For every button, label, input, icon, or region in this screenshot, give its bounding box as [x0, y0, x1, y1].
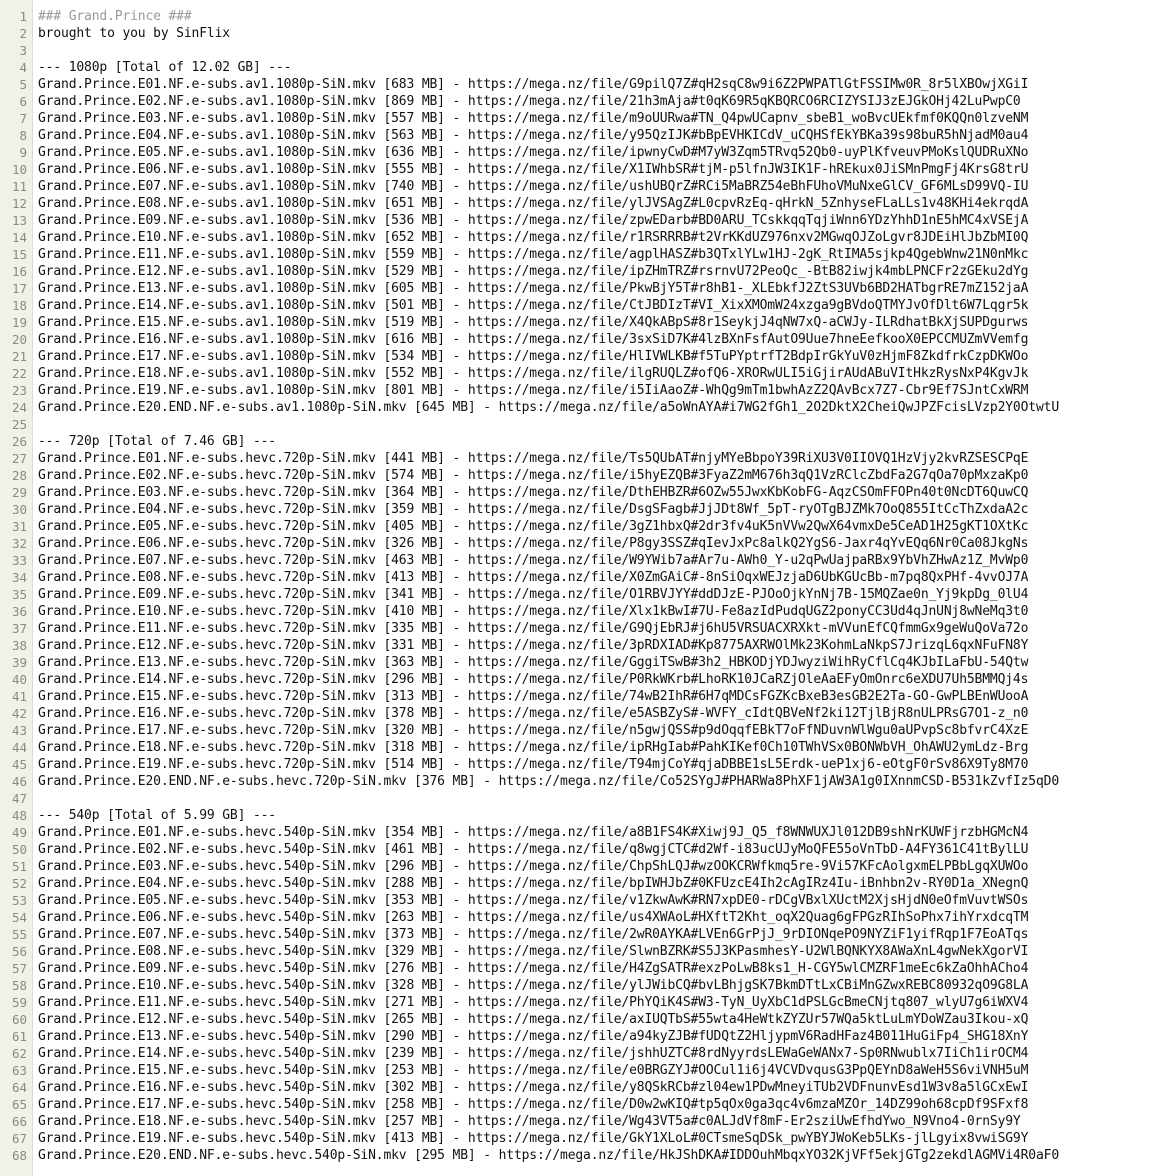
editor-line[interactable] — [0, 365, 1165, 382]
line-text[interactable]: Grand.Prince.E05.NF.e-subs.hevc.540p-SiN.mkv [353 MB] - https://mega.nz/file/v1ZkwAwK#RN7xpDE0-rDCgVBxlXUctM2XjsHjdN0eOfmVuvtWSOs — [38, 893, 1029, 908]
editor-line[interactable] — [0, 807, 1165, 824]
line-number: 26 — [11, 434, 27, 449]
line-text[interactable]: Grand.Prince.E06.NF.e-subs.hevc.540p-SiN.mkv [263 MB] - https://mega.nz/file/us4XWAoL#HXftT2Kht_oqX2Quag6gFPGzRIhSoPhx7ihYrxdcqTM — [38, 910, 1029, 925]
editor-line[interactable] — [0, 246, 1165, 263]
editor-line[interactable] — [0, 841, 1165, 858]
line-text[interactable]: Grand.Prince.E15.NF.e-subs.hevc.540p-SiN.mkv [253 MB] - https://mega.nz/file/e0BRGZYJ#OOCul1i6j4VCVDvqusG3PpQEYnD8aWeH5S6viVNH5uM — [38, 1063, 1029, 1078]
line-text[interactable]: Grand.Prince.E01.NF.e-subs.hevc.720p-SiN.mkv [441 MB] - https://mega.nz/file/Ts5QUbAT#njyMYeBbpoY39RiXU3V0IIOVQ1HzVjy2kvRZSESCPqE — [38, 451, 1029, 466]
line-number: 37 — [11, 621, 27, 636]
editor-line[interactable] — [0, 1062, 1165, 1079]
line-number: 46 — [11, 774, 27, 789]
line-number: 5 — [19, 77, 27, 92]
line-number: 29 — [11, 485, 27, 500]
line-text[interactable]: brought to you by SinFlix — [38, 26, 230, 41]
editor-line[interactable] — [0, 59, 1165, 76]
editor-line[interactable] — [0, 382, 1165, 399]
editor-line[interactable] — [0, 297, 1165, 314]
line-text[interactable]: Grand.Prince.E20.END.NF.e-subs.av1.1080p-SiN.mkv [645 MB] - https://mega.nz/file/a5oWnAYA#i7WG2fGh1_2O2DktX2CheiQwJPZFcisLVzp2Y0OtwtU — [38, 400, 1059, 415]
line-number: 25 — [11, 417, 27, 432]
editor-line[interactable] — [0, 450, 1165, 467]
line-number: 8 — [19, 128, 27, 143]
line-number: 51 — [11, 859, 27, 874]
line-number: 50 — [11, 842, 27, 857]
line-number: 16 — [11, 264, 27, 279]
line-number: 52 — [11, 876, 27, 891]
editor-line[interactable] — [0, 1045, 1165, 1062]
line-text[interactable]: Grand.Prince.E12.NF.e-subs.hevc.720p-SiN.mkv [331 MB] - https://mega.nz/file/3pRDXIAD#Kp8775AXRWOlMk23KohmLaNkpS7JrizqL6qxNFuFN8Y — [38, 638, 1029, 653]
line-text[interactable]: Grand.Prince.E14.NF.e-subs.av1.1080p-SiN.mkv [501 MB] - https://mega.nz/file/CtJBDIzT#VI_XixXMOmW24xzga9gBVdoQTMYJvOfDlt6W7Lqgr5k — [38, 298, 1029, 313]
line-number: 38 — [11, 638, 27, 653]
editor-line[interactable] — [0, 144, 1165, 161]
line-number: 34 — [11, 570, 27, 585]
line-number: 59 — [11, 995, 27, 1010]
line-text[interactable]: Grand.Prince.E16.NF.e-subs.av1.1080p-SiN.mkv [616 MB] - https://mega.nz/file/3sxSiD7K#4lzBXnFsfAutO9Uue7hneEefkooX0EPCCMUZmVVemfg — [38, 332, 1029, 347]
line-text[interactable]: Grand.Prince.E04.NF.e-subs.hevc.720p-SiN.mkv [359 MB] - https://mega.nz/file/DsgSFagb#JjJDt8Wf_5pT-ryOTgBJZMk7OoQ855ItCcThZxdaA2c — [38, 502, 1029, 517]
editor-line[interactable] — [0, 212, 1165, 229]
line-number: 40 — [11, 672, 27, 687]
line-text[interactable]: Grand.Prince.E03.NF.e-subs.hevc.540p-SiN.mkv [296 MB] - https://mega.nz/file/ChpShLQJ#wzOOKCRWfkmq5re-9Vi57KFcAolgxmELPBbLgqXUWOo — [38, 859, 1029, 874]
line-text[interactable]: Grand.Prince.E07.NF.e-subs.hevc.720p-SiN.mkv [463 MB] - https://mega.nz/file/W9YWib7a#Ar7u-AWh0_Y-u2qPwUajpaRBx9YbVhZHwAz1Z_MvWp0 — [38, 553, 1029, 568]
editor-line[interactable] — [0, 790, 1165, 807]
line-number: 44 — [11, 740, 27, 755]
line-number: 56 — [11, 944, 27, 959]
line-text[interactable]: Grand.Prince.E14.NF.e-subs.hevc.720p-SiN.mkv [296 MB] - https://mega.nz/file/P0RkWKrb#LhoRK10JCaRZjOleAaEFyOmOnrc6eXDU7Uh5BMMQj4s — [38, 672, 1029, 687]
line-text[interactable]: Grand.Prince.E13.NF.e-subs.av1.1080p-SiN.mkv [605 MB] - https://mega.nz/file/PkwBjY5T#r8hB1-_XLEbkfJ2ZtS3UVb6BD2HATbgrRE7mZ152jaA — [38, 281, 1029, 296]
line-text[interactable]: Grand.Prince.E09.NF.e-subs.hevc.720p-SiN.mkv [341 MB] - https://mega.nz/file/O1RBVJYY#ddDJzE-PJOoOjkYnNj7B-15MQZae0n_Yj9kpDg_0lU4 — [38, 587, 1029, 602]
editor-line[interactable] — [0, 535, 1165, 552]
line-text[interactable]: Grand.Prince.E07.NF.e-subs.av1.1080p-SiN.mkv [740 MB] - https://mega.nz/file/ushUBQrZ#RCi5MaBRZ54eBhFUhoVMuNxeGlCV_GF6MLsD99VQ-IU — [38, 179, 1029, 194]
editor-line[interactable] — [0, 756, 1165, 773]
line-text[interactable]: Grand.Prince.E14.NF.e-subs.hevc.540p-SiN.mkv [239 MB] - https://mega.nz/file/jshhUZTC#8rdNyyrdsLEWaGeWANx7-Sp0RNwublx7IiCh1irOCM4 — [38, 1046, 1029, 1061]
line-number: 58 — [11, 978, 27, 993]
editor-line[interactable] — [0, 110, 1165, 127]
editor-line[interactable] — [0, 739, 1165, 756]
line-number: 33 — [11, 553, 27, 568]
line-text[interactable]: --- 540p [Total of 5.99 GB] --- — [38, 808, 276, 823]
line-number: 4 — [19, 60, 27, 75]
line-text[interactable]: Grand.Prince.E01.NF.e-subs.av1.1080p-SiN.mkv [683 MB] - https://mega.nz/file/G9pilQ7Z#qH2sqC8w9i6Z2PWPATlGtFSSIMw0R_8r5lXBOwjXGiI — [38, 77, 1029, 92]
line-number: 63 — [11, 1063, 27, 1078]
editor-line[interactable] — [0, 637, 1165, 654]
line-text[interactable]: Grand.Prince.E06.NF.e-subs.av1.1080p-SiN.mkv [555 MB] - https://mega.nz/file/X1IWhbSR#tjM-p5lfnJW3IK1F-hREkux0JiSMnPmgFj4KrsG8trU — [38, 162, 1029, 177]
line-number: 60 — [11, 1012, 27, 1027]
editor-line[interactable] — [0, 603, 1165, 620]
line-text[interactable]: Grand.Prince.E03.NF.e-subs.hevc.720p-SiN.mkv [364 MB] - https://mega.nz/file/DthEHBZR#6OZw55JwxKbKobFG-AqzCSOmFFOPn40t0NcDT6QuwCQ — [38, 485, 1029, 500]
line-number: 27 — [11, 451, 27, 466]
editor-line[interactable] — [0, 416, 1165, 433]
line-text[interactable]: Grand.Prince.E09.NF.e-subs.av1.1080p-SiN.mkv [536 MB] - https://mega.nz/file/zpwEDarb#BD0ARU_TCskkqqTqjiWnn6YDzYhhD1nE5hMC4xVSEjA — [38, 213, 1029, 228]
line-number: 62 — [11, 1046, 27, 1061]
line-number: 43 — [11, 723, 27, 738]
line-text[interactable]: Grand.Prince.E11.NF.e-subs.hevc.540p-SiN.mkv [271 MB] - https://mega.nz/file/PhYQiK4S#W3-TyN_UyXbC1dPSLGcBmeCNjtq807_wlyU7g6iWXV4 — [38, 995, 1029, 1010]
line-text[interactable]: Grand.Prince.E10.NF.e-subs.hevc.720p-SiN.mkv [410 MB] - https://mega.nz/file/Xlx1kBwI#7U-Fe8azIdPudqUGZ2ponyCC3Ud4qJnUNj8wNeMq3t0 — [38, 604, 1029, 619]
editor-line[interactable] — [0, 399, 1165, 416]
line-text[interactable]: Grand.Prince.E09.NF.e-subs.hevc.540p-SiN.mkv [276 MB] - https://mega.nz/file/H4ZgSATR#exzPoLwB8ks1_H-CGY5wlCMZRF1meEc6kZaOhhACho4 — [38, 961, 1029, 976]
line-text[interactable]: Grand.Prince.E12.NF.e-subs.hevc.540p-SiN.mkv [265 MB] - https://mega.nz/file/axIUQTbS#55wta4HeWtkZYZUr57WQa5ktLuLmYDoWZau3Ikou-xQ — [38, 1012, 1029, 1027]
editor-line[interactable] — [0, 8, 1165, 25]
editor-line[interactable] — [0, 195, 1165, 212]
line-text[interactable]: ### Grand.Prince ### — [38, 9, 192, 24]
line-text[interactable]: Grand.Prince.E08.NF.e-subs.hevc.720p-SiN.mkv [413 MB] - https://mega.nz/file/X0ZmGAiC#-8nSiOqxWEJzjaD6UbKGUcBb-m7pq8QxPHf-4vvOJ7A — [38, 570, 1029, 585]
line-text[interactable]: Grand.Prince.E13.NF.e-subs.hevc.720p-SiN.mkv [363 MB] - https://mega.nz/file/GggiTSwB#3h2_HBKODjYDJwyziWihRyCflCq4KJbILaFbU-54Qtw — [38, 655, 1029, 670]
editor-line[interactable] — [0, 1079, 1165, 1096]
editor-line[interactable] — [0, 722, 1165, 739]
line-number: 30 — [11, 502, 27, 517]
line-text[interactable]: Grand.Prince.E19.NF.e-subs.av1.1080p-SiN.mkv [801 MB] - https://mega.nz/file/i5IiAaoZ#-WhQg9mTm1bwhAzZ2QAvBcx7Z7-Cbr9Ef7SJntCxWRM — [38, 383, 1029, 398]
editor-line[interactable] — [0, 1113, 1165, 1130]
line-text[interactable]: Grand.Prince.E16.NF.e-subs.hevc.540p-SiN.mkv [302 MB] - https://mega.nz/file/y8QSkRCb#zl04ew1PDwMneyiTUb2VDFnunvEsd1W3v8a5lGCxEwI — [38, 1080, 1029, 1095]
editor-line[interactable] — [0, 688, 1165, 705]
line-text[interactable]: Grand.Prince.E02.NF.e-subs.hevc.540p-SiN.mkv [461 MB] - https://mega.nz/file/q8wgjCTC#d2Wf-i83ucUJyMoQFE55oVnTbD-A4FY361C41tBylLU — [38, 842, 1029, 857]
line-number: 47 — [11, 791, 27, 806]
editor-line[interactable] — [0, 501, 1165, 518]
editor-line[interactable] — [0, 824, 1165, 841]
editor-line[interactable] — [0, 467, 1165, 484]
editor-line[interactable] — [0, 1147, 1165, 1164]
line-text[interactable]: Grand.Prince.E02.NF.e-subs.hevc.720p-SiN.mkv [574 MB] - https://mega.nz/file/i5hyEZQB#3FyaZ2mM676h3qQ1VzRClcZbdFa2G7qOa70pMxzaKp0 — [38, 468, 1029, 483]
line-text[interactable]: Grand.Prince.E05.NF.e-subs.hevc.720p-SiN.mkv [405 MB] - https://mega.nz/file/3gZ1hbxQ#2dr3fv4uK5nVVw2QwX64vmxDe5CeAD1H25gKT1OXtKc — [38, 519, 1029, 534]
line-number: 13 — [11, 213, 27, 228]
line-number: 32 — [11, 536, 27, 551]
line-text[interactable]: Grand.Prince.E15.NF.e-subs.hevc.720p-SiN.mkv [313 MB] - https://mega.nz/file/74wB2IhR#6H7qMDCsFGZKcBxeB3esGB2E2Ta-GO-GwPLBEnWUooA — [38, 689, 1029, 704]
line-text[interactable]: Grand.Prince.E16.NF.e-subs.hevc.720p-SiN.mkv [378 MB] - https://mega.nz/file/e5ASBZyS#-WVFY_cIdtQBVeNf2ki12TjlBjR8nULPRsG7O1-z_n0 — [38, 706, 1029, 721]
line-number: 18 — [11, 298, 27, 313]
editor-line[interactable] — [0, 875, 1165, 892]
line-number: 66 — [11, 1114, 27, 1129]
editor-line[interactable] — [0, 1096, 1165, 1113]
line-number: 20 — [11, 332, 27, 347]
editor-line[interactable] — [0, 263, 1165, 280]
line-number: 19 — [11, 315, 27, 330]
editor-line[interactable] — [0, 280, 1165, 297]
editor-line[interactable] — [0, 178, 1165, 195]
editor-line[interactable] — [0, 433, 1165, 450]
line-text[interactable]: Grand.Prince.E17.NF.e-subs.hevc.540p-SiN.mkv [258 MB] - https://mega.nz/file/D0w2wKIQ#tp5qOx0ga3qc4v6mzaMZOr_14DZ99oh68cpDf9SFxf8 — [38, 1097, 1029, 1112]
line-number: 31 — [11, 519, 27, 534]
line-number: 28 — [11, 468, 27, 483]
editor-line[interactable] — [0, 1028, 1165, 1045]
editor-line[interactable] — [0, 773, 1165, 790]
line-number: 35 — [11, 587, 27, 602]
line-text[interactable]: Grand.Prince.E17.NF.e-subs.hevc.720p-SiN.mkv [320 MB] - https://mega.nz/file/n5gwjQSS#p9dOqqfEBkT7oFfNDuvnWlWgu0aUPvpSc8bfvrC4XzE — [38, 723, 1029, 738]
editor-line[interactable] — [0, 314, 1165, 331]
editor-line[interactable] — [0, 229, 1165, 246]
line-text[interactable]: Grand.Prince.E13.NF.e-subs.hevc.540p-SiN.mkv [290 MB] - https://mega.nz/file/a94kyZJB#fUDQtZ2HljypmV6RadHFaz4B011HuGiFp4_SHG18XnY — [38, 1029, 1029, 1044]
line-number: 14 — [11, 230, 27, 245]
line-text[interactable]: Grand.Prince.E12.NF.e-subs.av1.1080p-SiN.mkv [529 MB] - https://mega.nz/file/ipZHmTRZ#rsrnvU72PeoQc_-BtB82iwjk4mbLPNCFr2zGEku2dYg — [38, 264, 1029, 279]
line-text[interactable]: --- 1080p [Total of 12.02 GB] --- — [38, 60, 292, 75]
line-number: 3 — [19, 43, 27, 58]
editor-line[interactable] — [0, 1011, 1165, 1028]
line-number: 67 — [11, 1131, 27, 1146]
line-text[interactable]: Grand.Prince.E07.NF.e-subs.hevc.540p-SiN.mkv [373 MB] - https://mega.nz/file/2wR0AYKA#LVEn6GrPjJ_9rDIONqePO9NYZiF1yifRqp1F7EoATqs — [38, 927, 1029, 942]
line-number: 11 — [11, 179, 27, 194]
line-text[interactable]: Grand.Prince.E19.NF.e-subs.hevc.540p-SiN.mkv [413 MB] - https://mega.nz/file/GkY1XLoL#0CTsmeSqDSk_pwYBYJWoKeb5LKs-jlLgyix8vwiSG9Y — [38, 1131, 1029, 1146]
line-number: 6 — [19, 94, 27, 109]
editor-line[interactable] — [0, 926, 1165, 943]
editor-line[interactable] — [0, 1130, 1165, 1147]
line-number: 2 — [19, 26, 27, 41]
editor-line[interactable] — [0, 705, 1165, 722]
line-number: 10 — [11, 162, 27, 177]
editor-line[interactable] — [0, 620, 1165, 637]
editor-line[interactable] — [0, 943, 1165, 960]
line-text[interactable]: Grand.Prince.E10.NF.e-subs.hevc.540p-SiN.mkv [328 MB] - https://mega.nz/file/ylJWibCQ#bvLBhjgSK7BkmDTtLxCBiMnGZwxREBC80932qO9G8LA — [38, 978, 1029, 993]
editor-line[interactable] — [0, 331, 1165, 348]
editor-line[interactable] — [0, 994, 1165, 1011]
line-text[interactable]: Grand.Prince.E02.NF.e-subs.av1.1080p-SiN.mkv [869 MB] - https://mega.nz/file/21h3mAja#t0qK69R5qKBQRCO6RCIZYSIJ3zEJGkOHj42LuPwpC0 — [38, 94, 1021, 109]
editor-line[interactable] — [0, 569, 1165, 586]
line-text[interactable]: Grand.Prince.E04.NF.e-subs.av1.1080p-SiN.mkv [563 MB] - https://mega.nz/file/y95QzIJK#bBpEVHKICdV_uCQHSfEkYBKa39s98buR5hNjadM0au4 — [38, 128, 1029, 143]
line-text[interactable]: Grand.Prince.E03.NF.e-subs.av1.1080p-SiN.mkv [557 MB] - https://mega.nz/file/m9oUURwa#TN_Q4pwUCapnv_sbeB1_woBvcUEkfmf0KQQn0lzveNM — [38, 111, 1029, 126]
line-text[interactable]: Grand.Prince.E19.NF.e-subs.hevc.720p-SiN.mkv [514 MB] - https://mega.nz/file/T94mjCoY#qjaDBBE1sL5Erdk-ueP1xj6-eOtgF0rSv86X9Ty8M70 — [38, 757, 1029, 772]
line-number: 48 — [11, 808, 27, 823]
line-number: 49 — [11, 825, 27, 840]
line-number: 21 — [11, 349, 27, 364]
editor-line[interactable] — [0, 654, 1165, 671]
editor-line[interactable] — [0, 127, 1165, 144]
editor-line[interactable] — [0, 93, 1165, 110]
line-number: 57 — [11, 961, 27, 976]
line-number: 65 — [11, 1097, 27, 1112]
line-number: 36 — [11, 604, 27, 619]
editor-line[interactable] — [0, 484, 1165, 501]
editor-line[interactable] — [0, 76, 1165, 93]
editor-line[interactable] — [0, 892, 1165, 909]
editor-line[interactable] — [0, 671, 1165, 688]
editor-line[interactable] — [0, 977, 1165, 994]
line-text[interactable]: Grand.Prince.E06.NF.e-subs.hevc.720p-SiN.mkv [326 MB] - https://mega.nz/file/P8gy3SSZ#qIevJxPc8alkQ2YgS6-Jaxr4qYvEQq6Nr0Ca08JkgNs — [38, 536, 1029, 551]
line-number: 24 — [11, 400, 27, 415]
editor-line[interactable] — [0, 161, 1165, 178]
line-text[interactable]: Grand.Prince.E08.NF.e-subs.hevc.540p-SiN.mkv [329 MB] - https://mega.nz/file/SlwnBZRK#S5J3KPasmhesY-U2WlBQNKYX8AWaXnL4gwNekXgorVI — [38, 944, 1029, 959]
line-number: 64 — [11, 1080, 27, 1095]
line-text[interactable]: Grand.Prince.E17.NF.e-subs.av1.1080p-SiN.mkv [534 MB] - https://mega.nz/file/HlIVWLKB#f5TuPYptrfT2BdpIrGkYuV0zHjmF8ZkdfrkCzpDKWOo — [38, 349, 1029, 364]
line-number: 55 — [11, 927, 27, 942]
line-text[interactable]: Grand.Prince.E20.END.NF.e-subs.hevc.540p-SiN.mkv [295 MB] - https://mega.nz/file/HkJShDKA#IDDOuhMbqxYO32KjVFf5ekjGTg2zekdlAGMVi4R0aF0 — [38, 1148, 1059, 1163]
editor-line[interactable] — [0, 42, 1165, 59]
line-text[interactable]: Grand.Prince.E08.NF.e-subs.av1.1080p-SiN.mkv [651 MB] - https://mega.nz/file/ylJVSAgZ#L0cpvRzEq-qHrkN_5ZnhyseFLaLLs1v48KHi4ekrqdA — [38, 196, 1029, 211]
editor-line[interactable] — [0, 518, 1165, 535]
editor-line[interactable] — [0, 552, 1165, 569]
text-content[interactable] — [0, 8, 1165, 1164]
line-text[interactable]: --- 720p [Total of 7.46 GB] --- — [38, 434, 276, 449]
line-number: 12 — [11, 196, 27, 211]
line-number: 1 — [19, 9, 27, 24]
line-text[interactable]: Grand.Prince.E04.NF.e-subs.hevc.540p-SiN.mkv [288 MB] - https://mega.nz/file/bpIWHJbZ#0KFUzcE4Ih2cAgIRz4Iu-iBnhbn2v-RY0D1a_XNegnQ — [38, 876, 1029, 891]
line-number: 22 — [11, 366, 27, 381]
line-number: 15 — [11, 247, 27, 262]
line-number: 7 — [19, 111, 27, 126]
editor-line[interactable] — [0, 960, 1165, 977]
line-number: 9 — [19, 145, 27, 160]
line-number: 45 — [11, 757, 27, 772]
line-text[interactable]: Grand.Prince.E18.NF.e-subs.av1.1080p-SiN.mkv [552 MB] - https://mega.nz/file/ilgRUQLZ#ofQ6-XRORwULI5iGjirAUdABuVItHkzRysNxP4KgvJk — [38, 366, 1029, 381]
line-number: 61 — [11, 1029, 27, 1044]
line-number: 53 — [11, 893, 27, 908]
line-text[interactable]: Grand.Prince.E11.NF.e-subs.hevc.720p-SiN.mkv [335 MB] - https://mega.nz/file/G9QjEbRJ#j6hU5VRSUACXRXkt-mVVunEfCQfmmGx9geWuQoVa72o — [38, 621, 1029, 636]
line-number: 54 — [11, 910, 27, 925]
editor-line[interactable] — [0, 858, 1165, 875]
line-text[interactable]: Grand.Prince.E20.END.NF.e-subs.hevc.720p-SiN.mkv [376 MB] - https://mega.nz/file/Co52SYgJ#PHARWa8PhXF1jAW3A1g0IXnnmCSD-B531kZvfIz5qD0 — [38, 774, 1059, 789]
line-number: 68 — [11, 1148, 27, 1163]
line-number: 42 — [11, 706, 27, 721]
line-text[interactable]: Grand.Prince.E01.NF.e-subs.hevc.540p-SiN.mkv [354 MB] - https://mega.nz/file/a8B1FS4K#Xiwj9J_Q5_f8WNWUXJl012DB9shNrKUWFjrzbHGMcN4 — [38, 825, 1029, 840]
line-text[interactable]: Grand.Prince.E18.NF.e-subs.hevc.720p-SiN.mkv [318 MB] - https://mega.nz/file/ipRHgIab#PahKIKef0Ch10TWhVSx0BONWbVH_OhAWU2ymLdz-Brg — [38, 740, 1029, 755]
editor-line[interactable] — [0, 25, 1165, 42]
line-number: 39 — [11, 655, 27, 670]
line-number: 17 — [11, 281, 27, 296]
editor-line[interactable] — [0, 348, 1165, 365]
line-text[interactable]: Grand.Prince.E18.NF.e-subs.hevc.540p-SiN.mkv [257 MB] - https://mega.nz/file/Wg43VT5a#c0ALJdVf8mF-Er2sziUwEfhdYwo_N9Vno4-0rnSy9Y — [38, 1114, 1021, 1129]
editor-line[interactable] — [0, 909, 1165, 926]
line-text[interactable]: Grand.Prince.E11.NF.e-subs.av1.1080p-SiN.mkv [559 MB] - https://mega.nz/file/agplHASZ#b3QTxlYLw1HJ-2gK_RtIMA5sjkp4QgebWnw21N0nMkc — [38, 247, 1029, 262]
editor-line[interactable] — [0, 586, 1165, 603]
line-text[interactable]: Grand.Prince.E10.NF.e-subs.av1.1080p-SiN.mkv [652 MB] - https://mega.nz/file/r1RSRRRB#t2VrKKdUZ976nxv2MGwqOJZoLgvr8JDEiHlJbZbMI0Q — [38, 230, 1029, 245]
line-number: 41 — [11, 689, 27, 704]
line-text[interactable]: Grand.Prince.E05.NF.e-subs.av1.1080p-SiN.mkv [636 MB] - https://mega.nz/file/ipwnyCwD#M7yW3Zqm5TRvq52Qb0-uyPlKfveuvPMoKslQUDRuXNo — [38, 145, 1029, 160]
line-number: 23 — [11, 383, 27, 398]
line-text[interactable]: Grand.Prince.E15.NF.e-subs.av1.1080p-SiN.mkv [519 MB] - https://mega.nz/file/X4QkABpS#8r1SeykjJ4qNW7xQ-aCWJy-ILRdhatBkXjSUPDgurws — [38, 315, 1029, 330]
